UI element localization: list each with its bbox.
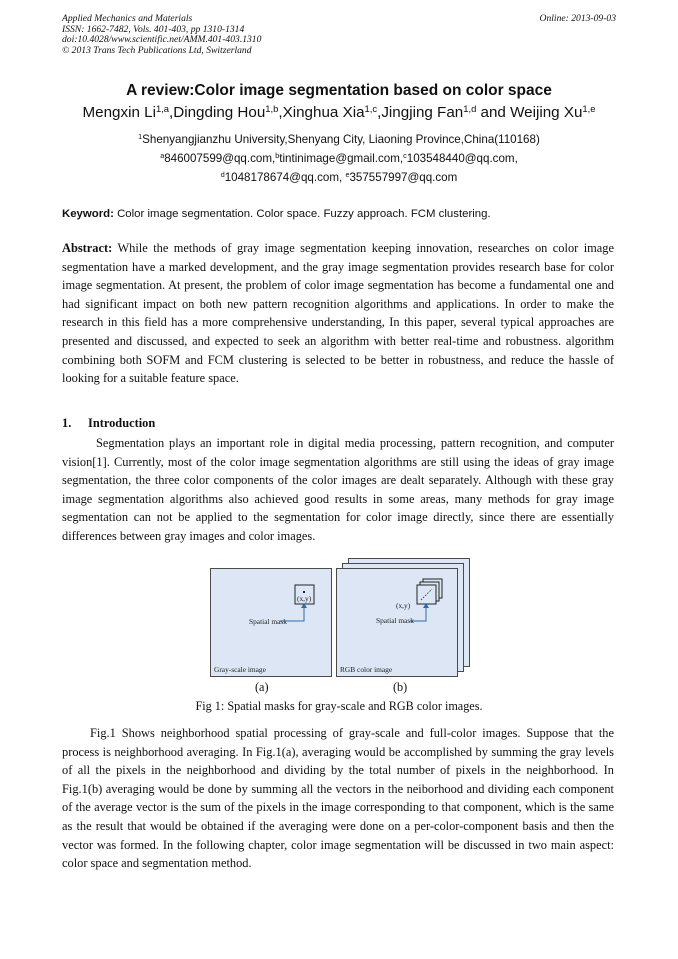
email-sup: a	[160, 151, 165, 161]
keyword-label: Keyword:	[62, 208, 114, 220]
author-sep: ,	[169, 104, 174, 121]
author-name: Jingjing Fan	[381, 104, 464, 121]
xy-label-b: (x,y)	[396, 601, 411, 610]
author-sup: 1,c	[364, 102, 378, 114]
author-sup: 1,e	[582, 102, 596, 114]
email[interactable]: 103548440@qq.com	[406, 152, 515, 165]
email-sup: d	[220, 170, 225, 180]
email-sup: e	[345, 170, 350, 180]
author-sep: ,	[278, 104, 283, 121]
abstract	[62, 239, 614, 388]
subfigure-label-a: (a)	[255, 680, 269, 694]
subfigure-label-b: (b)	[393, 680, 408, 694]
rgb-image-label: RGB color image	[340, 665, 393, 674]
affiliation-line	[0, 133, 678, 146]
email-line-1: $^a$846007599@qq.com,$^b$tintinimage@gmail.com,$^c$103548440@qq.com,	[160, 151, 518, 165]
email[interactable]: 357557997@qq.com	[349, 171, 458, 184]
author-sep: ,	[377, 104, 382, 121]
email-sup: b	[275, 151, 280, 161]
affiliation-text: Shenyangjianzhu University,Shenyang City, Liaoning Province,China(110168)	[142, 133, 540, 146]
intro-paragraph-2: Fig.1 Shows neighborhood spatial processing of gray-scale and full-color images. Suppose that the process is neighborhood averaging. In Fig.1(a), averaging would be accomplished by summing the gray levels of all the pixels in the neighborhood and dividing by the total number of pixels in the neighborhood. In Fig.1(b) averaging would be done by summing all the vectors in the neiborhood and dividing each component of the average vector is the sum of the pixels in the image corresponding to that component, which is the same as the result that would be obtained if the averaging were done on a per-color-component basis and then the vector was formed. In the following chapter, color image segmentation will be discussed in two main aspect: color space and segmentation method.	[62, 726, 614, 871]
keyword-text: Color image segmentation. Color space. Fuzzy approach. FCM clustering.	[117, 208, 491, 220]
author-name: Mengxin Li	[82, 104, 156, 121]
figure-panel-b	[336, 568, 458, 677]
copyright-line: © 2013 Trans Tech Publications Ltd, Switzerland	[62, 44, 252, 56]
abstract-label: Abstract:	[62, 241, 113, 255]
paper-title: A review:Color image segmentation based on color space	[126, 82, 552, 99]
doi-line: doi:10.4028/www.scientific.net/AMM.401-403.1310	[62, 34, 262, 46]
xy-label-a: (x,y)	[297, 594, 312, 603]
email-line-2: $^d$1048178674@qq.com, $^e$357557997@qq.com	[220, 170, 458, 184]
author-sup: 1,a	[155, 102, 170, 114]
spatial-mask-label-b: Spatial mask	[376, 616, 414, 625]
grayscale-image-label: Gray-scale image	[214, 665, 266, 674]
author-name: Dingding Hou	[173, 104, 266, 121]
section-number: 1.	[62, 416, 72, 430]
section-title: Introduction	[88, 416, 156, 430]
abstract-text: While the methods of gray image segmentation keeping innovation, researches on color image segmentation have a marked development, and the gray image segmentation provides research base for color image segmentation. At present, the problem of color image segmentation has become a fundamental one and had significant impact on both new pattern recognition algorithms and applications. In order to make the research in this field has a more comprehensive understanding, In this paper, several typical approaches are presented and discussed, and expected to seek an algorithm with better real-time and robustness. algorithm combining both SOFM and FCM clustering is selected to be better in robustness, and reduce the hassle of looking for a suitable feature space.	[62, 241, 614, 386]
email[interactable]: tintinimage@gmail.com	[279, 152, 400, 165]
author-sup: 1,d	[463, 102, 477, 114]
section-heading	[62, 416, 155, 431]
journal-name: Applied Mechanics and Materials	[62, 13, 193, 24]
affiliation-sup: 1	[138, 132, 143, 142]
figure-caption: Fig 1: Spatial masks for gray-scale and RGB color images.	[195, 699, 483, 713]
intro-paragraph-1: Segmentation plays an important role in digital media processing, pattern recognition, and computer vision[1]. Currently, most of the color image segmentation algorithms are still using the ideas of gray image segmentation, the three color components of the color images are dealt separately. Although with these gray image segmentation algorithms also achieved good results in some areas, many methods for gray image segmentation can not be applied to the segmentation for color image directly, since there are essentially differences between gray images and color images.	[62, 436, 614, 543]
figure-panel-a	[210, 568, 332, 677]
keywords	[62, 208, 622, 220]
spatial-mask-label-a: Spatial mask	[249, 617, 287, 626]
author-name: Xinghua Xia	[282, 104, 365, 121]
online-date: Online: 2013-09-03	[539, 13, 616, 24]
email[interactable]: 846007599@qq.com	[164, 152, 273, 165]
author-name: Weijing Xu	[510, 104, 583, 121]
author-list	[0, 104, 678, 121]
author-sep: and	[476, 104, 511, 121]
email[interactable]: 1048178674@qq.com	[224, 171, 339, 184]
author-sup: 1,b	[265, 102, 279, 114]
issn-line: ISSN: 1662-7482, Vols. 401-403, pp 1310-1314	[62, 23, 245, 35]
running-header	[62, 14, 616, 56]
email-sup: c	[403, 151, 407, 161]
